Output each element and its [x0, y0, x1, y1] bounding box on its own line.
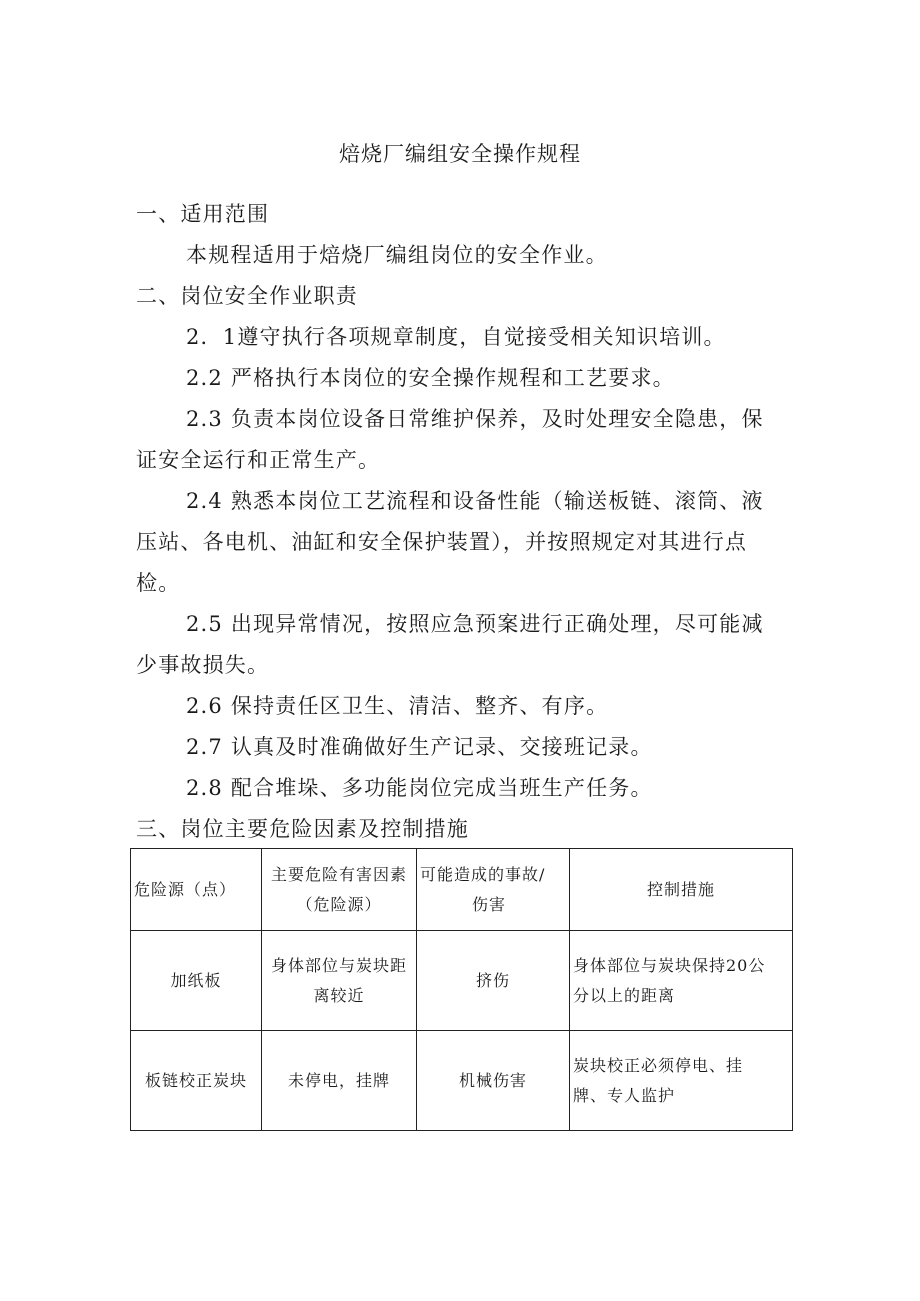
cell-control-measure-line2: 分以上的距离: [573, 985, 676, 1005]
duty-item-2-4: 2.4 熟悉本岗位工艺流程和设备性能（输送板链、滚筒、液: [186, 489, 764, 513]
header-hazard-source: 危险源（点）: [131, 849, 262, 931]
header-possible-accident: [417, 849, 570, 931]
cell-control-measure-line1: 身体部位与炭块保持20公: [573, 955, 766, 975]
cell-control-measure-line2: 牌、专人监护: [573, 1085, 676, 1105]
cell-control-measure: [570, 1031, 793, 1131]
scope-paragraph: 本规程适用于焙烧厂编组岗位的安全作业。: [186, 243, 608, 267]
cell-hazard-source: 板链校正炭块: [131, 1031, 262, 1131]
header-control-measures: 控制措施: [570, 849, 793, 931]
cell-hazard-factor: [262, 931, 417, 1031]
cell-possible-accident: 机械伤害: [417, 1031, 570, 1131]
table-header-row: [131, 849, 793, 931]
document-title: 焙烧厂编组安全操作规程: [339, 142, 581, 166]
duty-item-2-7: 2.7 认真及时准确做好生产记录、交接班记录。: [186, 735, 653, 759]
hazard-table: [130, 848, 793, 1131]
duty-item-2-5: 2.5 出现异常情况，按照应急预案进行正确处理，尽可能减: [186, 612, 764, 636]
cell-control-measure-line1: 炭块校正必须停电、挂: [573, 1055, 744, 1075]
header-hazard-factors-line2: （危险源）: [296, 894, 382, 914]
table-row: [131, 931, 793, 1031]
duty-item-2-1: 2．1遵守执行各项规章制度，自觉接受相关知识培训。: [186, 325, 726, 349]
cell-possible-accident: 挤伤: [417, 931, 570, 1031]
cell-hazard-factor: 未停电，挂牌: [262, 1031, 417, 1131]
duty-item-2-3-cont: 证安全运行和正常生产。: [136, 448, 381, 472]
header-possible-accident-line2: 伤害: [472, 894, 507, 914]
table-row: [131, 1031, 793, 1131]
duty-item-2-4-cont2: 检。: [136, 571, 181, 595]
section-heading-hazards: 三、岗位主要危险因素及控制措施: [136, 817, 469, 841]
section-heading-duties: 二、岗位安全作业职责: [136, 284, 358, 308]
header-possible-accident-line1: 可能造成的事故/: [420, 864, 546, 884]
cell-hazard-factor-line2: 离较近: [313, 985, 365, 1005]
duty-item-2-8: 2.8 配合堆垛、多功能岗位完成当班生产任务。: [186, 776, 653, 800]
duty-item-2-6: 2.6 保持责任区卫生、清洁、整齐、有序。: [186, 694, 609, 718]
header-hazard-factors: [262, 849, 417, 931]
header-hazard-factors-line1: 主要危险有害因素: [270, 864, 407, 884]
section-heading-scope: 一、适用范围: [136, 202, 270, 226]
duty-item-2-5-cont: 少事故损失。: [136, 653, 270, 677]
cell-control-measure: [570, 931, 793, 1031]
duty-item-2-3: 2.3 负责本岗位设备日常维护保养，及时处理安全隐患，保: [186, 407, 764, 431]
cell-hazard-source: 加纸板: [131, 931, 262, 1031]
cell-hazard-factor-line1: 身体部位与炭块距: [270, 955, 407, 975]
duty-item-2-4-cont: 压站、各电机、油缸和安全保护装置），并按照规定对其进行点: [136, 530, 748, 554]
duty-item-2-2: 2.2 严格执行本岗位的安全操作规程和工艺要求。: [186, 366, 675, 390]
